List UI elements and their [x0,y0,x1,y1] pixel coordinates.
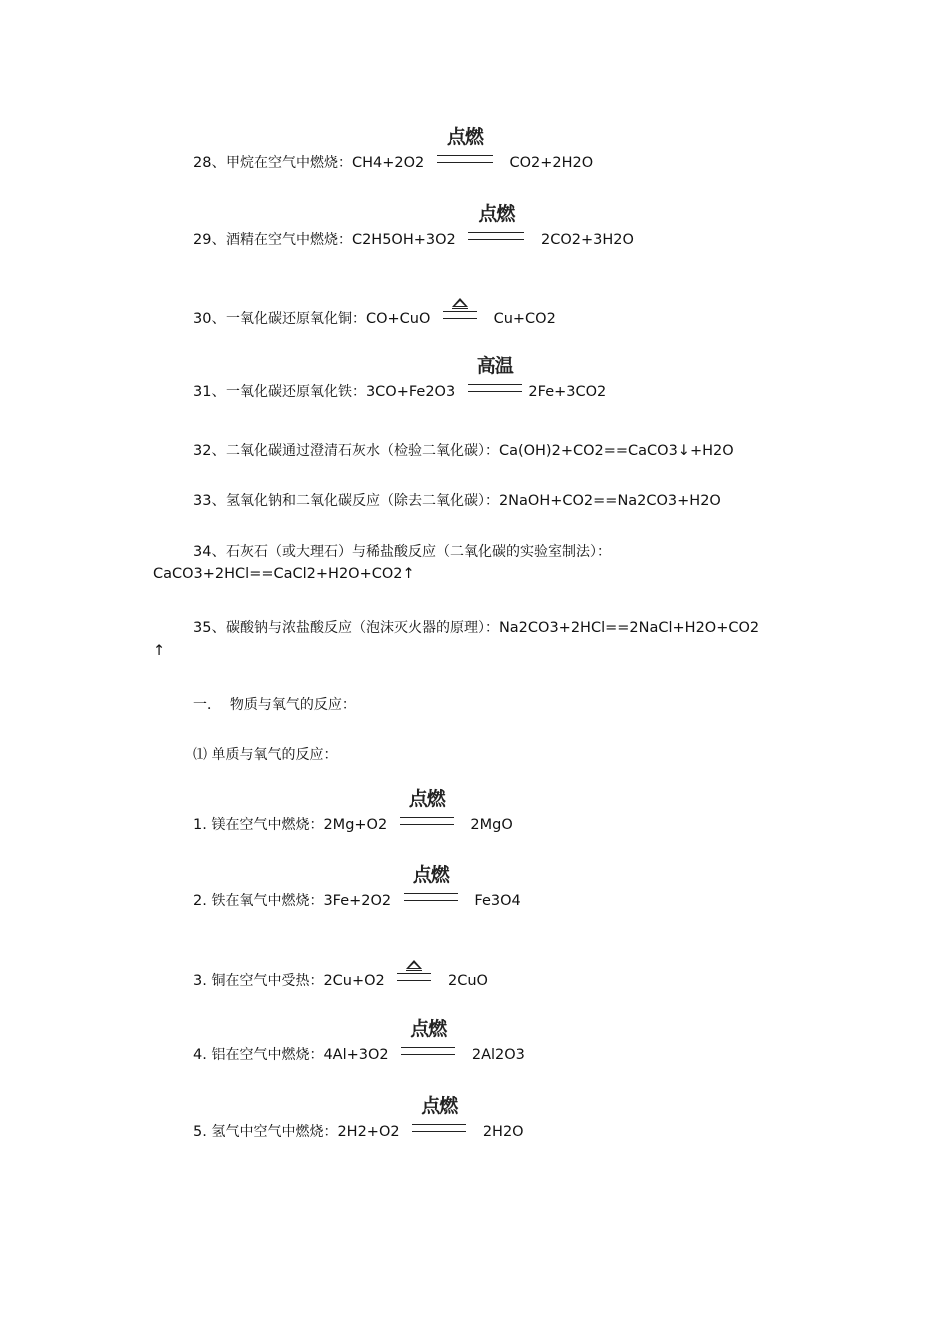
heat-triangle-icon [406,960,422,969]
equation-line-29 [193,203,634,249]
equation: Ca(OH)2+CO2==CaCO3↓+H2O [498,443,734,459]
reaction-condition: 点燃 [410,1018,447,1040]
products: 2H2O [482,1124,524,1140]
products: 2CO2+3H2O [540,232,634,248]
sub-equation-line-5 [193,1095,524,1141]
item-number: 5. [193,1124,212,1140]
reactants: CH4+2O2 [351,155,425,171]
reaction-arrow [401,1018,455,1059]
reaction-label: 铝在空气中燃烧： [211,1047,324,1063]
reaction-arrow [437,126,493,167]
reaction-label: 酒精在空气中燃烧： [225,232,352,248]
reaction-condition: 点燃 [412,864,449,886]
equation-line-30 [193,307,556,328]
item-number: 2. [193,893,212,909]
equation-line-34-continued [153,566,415,582]
reaction-arrow [412,1095,466,1136]
reaction-label: 碳酸钠与浓盐酸反应（泡沫灭火器的原理）： [225,620,499,636]
reaction-condition: 点燃 [421,1095,458,1117]
reactants: 4Al+3O2 [323,1047,389,1063]
reactants: CO+CuO [365,311,431,327]
sub-equation-line-2 [193,864,521,910]
reaction-label: 铜在空气中受热： [211,973,324,989]
reaction-label: 甲烷在空气中燃烧： [225,155,352,171]
equation-tail: ↑ [153,643,166,659]
reaction-arrow [400,788,454,829]
section-heading: 一． 物质与氧气的反应： [193,697,356,713]
reactants: 2Mg+O2 [323,817,388,833]
item-number: 3. [193,973,212,989]
products: CO2+2H2O [509,155,594,171]
reaction-label: 一氧化碳还原氧化铁： [225,384,366,400]
reactants: 3Fe+2O2 [323,893,392,909]
equation: Na2CO3+2HCl==2NaCl+H2O+CO2 [498,620,760,636]
reaction-arrow [443,311,477,323]
equation-line-32 [193,439,734,460]
reaction-label: 氢氧化钠和二氧化碳反应（除去二氧化碳）： [225,493,499,509]
subsection-heading: ⑴ 单质与氧气的反应： [193,747,338,763]
sub-equation-line-3 [193,970,488,990]
reaction-condition: 点燃 [478,203,515,225]
products: Fe3O4 [474,893,521,909]
item-number: 33、 [193,493,226,509]
item-number: 1. [193,817,212,833]
equation-line-31 [193,355,607,401]
equation-line-35-continued [153,643,165,659]
reaction-condition: 点燃 [446,126,483,148]
reactants: C2H5OH+3O2 [351,232,456,248]
reaction-condition: 高温 [476,355,513,377]
equation-line-28 [193,126,594,172]
reaction-arrow [397,973,431,985]
equation: 2NaOH+CO2==Na2CO3+H2O [498,493,721,509]
products: Cu+CO2 [493,311,556,327]
item-number: 32、 [193,443,226,459]
products: 2Al2O3 [471,1047,525,1063]
heat-triangle-icon [452,298,468,307]
item-number: 29、 [193,232,226,248]
item-number: 35、 [193,620,226,636]
item-number: 31、 [193,384,226,400]
item-number: 30、 [193,311,226,327]
reaction-arrow [404,864,458,905]
reaction-label: 镁在空气中燃烧： [211,817,324,833]
equation: CaCO3+2HCl==CaCl2+H2O+CO2↑ [153,566,415,582]
products: 2MgO [470,817,513,833]
reaction-arrow [468,355,522,396]
item-number: 28、 [193,155,226,171]
reaction-label: 二氧化碳通过澄清石灰水（检验二氧化碳）： [225,443,499,459]
products: 2CuO [448,973,488,989]
reactants: 2Cu+O2 [323,973,385,989]
item-number: 4. [193,1047,212,1063]
reaction-label: 石灰石（或大理石）与稀盐酸反应（二氧化碳的实验室制法）： [225,544,611,560]
reaction-label: 一氧化碳还原氧化铜： [225,311,366,327]
equation-line-33 [193,489,721,510]
reaction-label: 氢气中空气中燃烧： [211,1124,338,1140]
reactants: 2H2+O2 [337,1124,400,1140]
reaction-condition: 点燃 [408,788,445,810]
equation-line-35 [193,616,759,637]
reaction-label: 铁在氧气中燃烧： [211,893,324,909]
sub-equation-line-4 [193,1018,525,1064]
products: 2Fe+3CO2 [528,384,607,400]
reactants: 3CO+Fe2O3 [365,384,456,400]
reaction-arrow [468,203,524,244]
sub-equation-line-1 [193,788,513,834]
item-number: 34、 [193,544,226,560]
equation-line-34 [193,540,611,561]
